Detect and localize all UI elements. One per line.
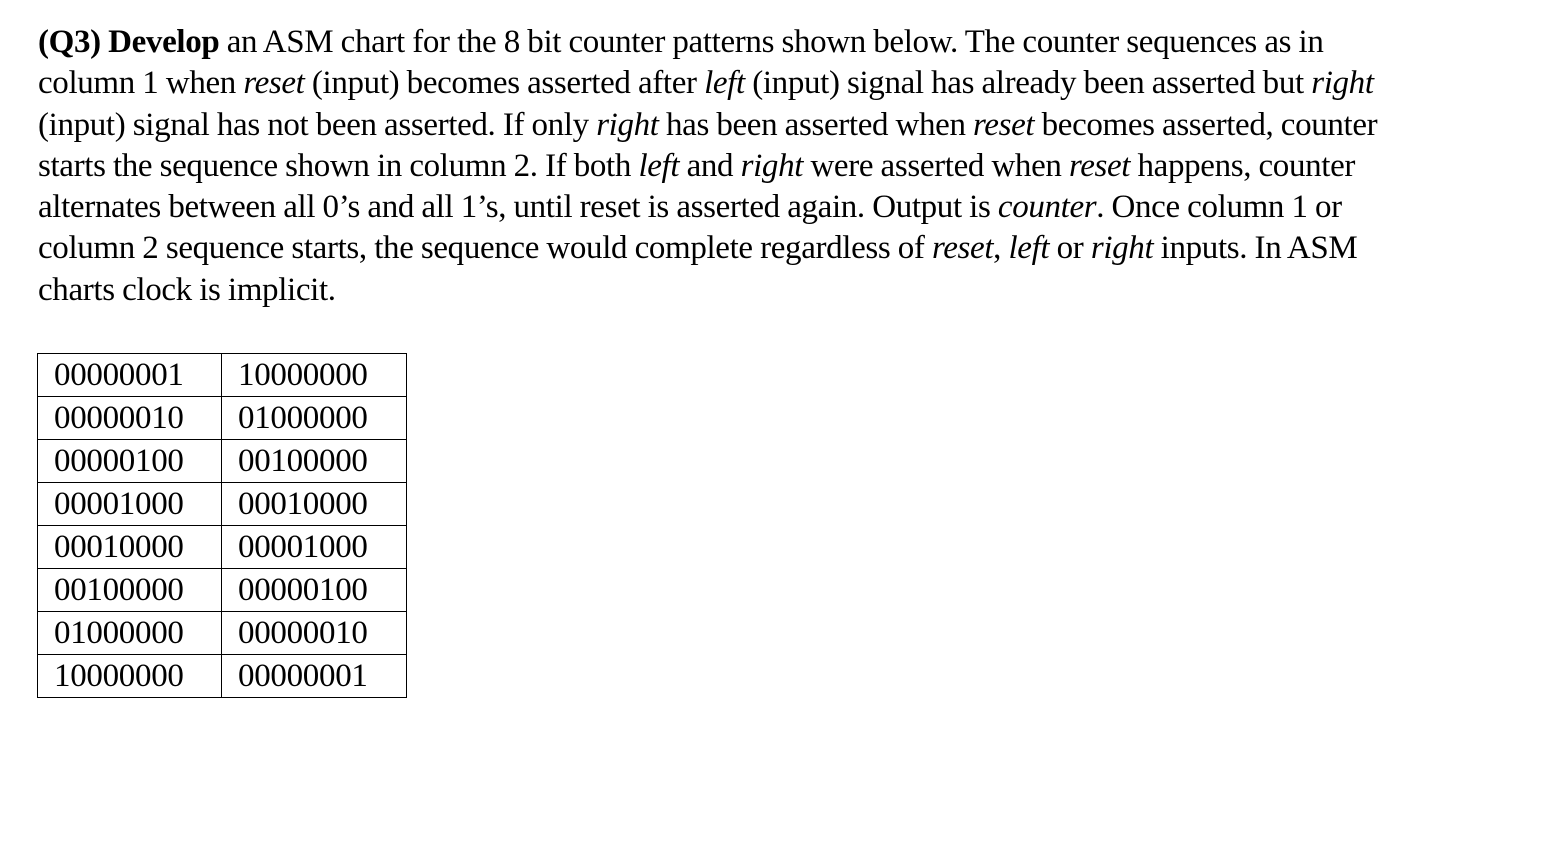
line-3-seg-1: left — [638, 147, 680, 184]
counter-sequence-table — [37, 353, 407, 698]
column-2-cell: 00000010 — [222, 612, 407, 655]
column-1-cell: 01000000 — [38, 612, 222, 655]
question-text — [38, 22, 1518, 311]
table-row — [38, 440, 407, 483]
line-5-seg-4: or — [1049, 230, 1091, 267]
table-row — [38, 397, 407, 440]
table-row — [38, 612, 407, 655]
line-1-seg-5: right — [1311, 65, 1374, 102]
line-0-seg-0: an ASM chart for the 8 bit counter patterns shown below. The counter sequences as in — [219, 24, 1324, 60]
line-1-seg-4: (input) signal has already been asserted but — [744, 65, 1312, 102]
column-1-cell: 00001000 — [38, 483, 222, 526]
column-2-cell: 00100000 — [222, 440, 407, 483]
line-3-seg-4: were asserted when — [803, 147, 1069, 184]
line-5-seg-2: , — [993, 230, 1009, 267]
table-row — [38, 483, 407, 526]
question-line — [38, 228, 1518, 269]
line-2-seg-1: right — [596, 106, 659, 143]
column-2-cell: 00000001 — [222, 655, 407, 698]
line-2-seg-4: becomes asserted, counter — [1034, 106, 1378, 143]
question-line — [38, 105, 1518, 146]
line-1-seg-0: column 1 when — [38, 65, 244, 102]
line-5-seg-3: left — [1008, 230, 1050, 267]
line-2-seg-2: has been asserted when — [658, 106, 974, 143]
question-line — [38, 146, 1518, 187]
line-4-seg-0: alternates between all 0’s and all 1’s, until reset is asserted again. Output is — [38, 189, 998, 226]
line-3-seg-6: happens, counter — [1130, 147, 1356, 184]
column-2-cell: 00001000 — [222, 526, 407, 569]
column-1-cell: 00100000 — [38, 569, 222, 612]
line-1-seg-2: (input) becomes asserted after — [304, 65, 705, 102]
line-4-seg-2: . Once column 1 or — [1096, 189, 1342, 226]
table-row — [38, 655, 407, 698]
column-1-cell: 00000100 — [38, 440, 222, 483]
line-5-seg-5: right — [1090, 230, 1154, 267]
line-5-seg-0: column 2 sequence starts, the sequence would complete regardless of — [38, 230, 932, 267]
line-1-seg-1: reset — [243, 65, 305, 102]
question-line — [38, 63, 1518, 104]
line-2-seg-0: (input) signal has not been asserted. If only — [38, 106, 597, 143]
line-4-seg-1: counter — [997, 189, 1097, 226]
line-3-seg-5: reset — [1068, 147, 1131, 184]
line-3-seg-3: right — [740, 147, 804, 184]
column-2-cell: 10000000 — [222, 354, 407, 397]
question-line — [38, 270, 1518, 311]
line-6-seg-0: charts clock is implicit. — [38, 271, 336, 308]
line-2-seg-3: reset — [973, 106, 1035, 143]
table-row — [38, 569, 407, 612]
question-line — [38, 22, 1518, 63]
column-1-cell: 00000010 — [38, 397, 222, 440]
line-3-seg-0: starts the sequence shown in column 2. If both — [38, 147, 639, 184]
column-1-cell: 00000001 — [38, 354, 222, 397]
column-1-cell: 10000000 — [38, 655, 222, 698]
table-row — [38, 526, 407, 569]
column-2-cell: 01000000 — [222, 397, 407, 440]
column-2-cell: 00000100 — [222, 569, 407, 612]
line-3-seg-2: and — [679, 147, 741, 184]
question-line — [38, 187, 1518, 228]
line-5-seg-1: reset — [931, 230, 994, 267]
line-1-seg-3: left — [704, 65, 745, 102]
question-lead: (Q3) Develop — [38, 24, 220, 60]
column-1-cell: 00010000 — [38, 526, 222, 569]
line-5-seg-6: inputs. In ASM — [1153, 230, 1358, 267]
table-row — [38, 354, 407, 397]
column-2-cell: 00010000 — [222, 483, 407, 526]
